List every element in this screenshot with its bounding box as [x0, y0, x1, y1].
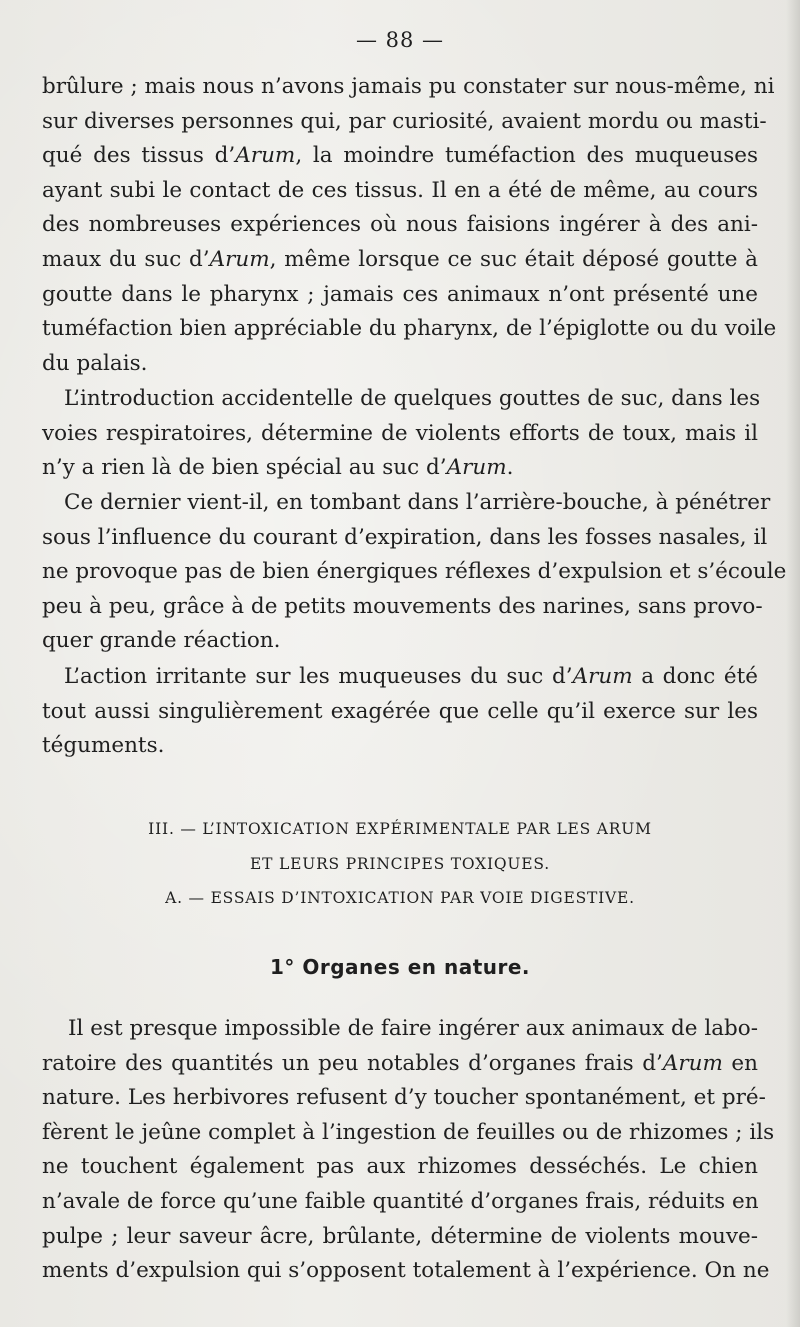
- paragraph-4: [42, 660, 758, 764]
- text-line: ne provoque pas de bien énergiques réflexes d’expulsion et s’écoule: [42, 559, 787, 585]
- text-line: L’introduction accidentelle de quelques gouttes de suc, dans les: [64, 386, 761, 411]
- paragraph-2: [42, 382, 761, 486]
- text-line: nature. Les herbivores refusent d’y toucher spontanément, et pré-: [42, 1085, 766, 1111]
- text-line: des nombreuses expériences où nous faisions ingérer à des ani-: [42, 212, 758, 238]
- text-line: Ce dernier vient-il, en tombant dans l’arrière-bouche, à pénétrer: [64, 490, 771, 515]
- text-line: peu à peu, grâce à de petits mouvements des narines, sans provo-: [42, 593, 763, 619]
- text-line: pulpe ; leur saveur âcre, brûlante, détermine de violents mouve-: [42, 1223, 758, 1249]
- text-line: ne touchent également pas aux rhizomes desséchés. Le chien: [42, 1154, 758, 1180]
- text-line: téguments.: [42, 733, 165, 759]
- text-line: ments d’expulsion qui s’opposent totalement à l’expérience. On ne: [42, 1258, 770, 1284]
- paragraph-3: [42, 486, 787, 659]
- text-line: sous l’influence du courant d’expiration, dans les fosses nasales, il: [42, 524, 768, 550]
- text-line: tout aussi singulièrement exagérée que celle qu’il exerce sur les: [42, 698, 758, 724]
- text-line: ayant subi le contact de ces tissus. Il en a été de même, au cours: [42, 177, 758, 203]
- text-line: qué des tissus d’Arum, la moindre tuméfaction des muqueuses: [42, 143, 759, 169]
- subsubsection-heading: 1° Organes en nature.: [269, 955, 531, 979]
- text-line: n’y a rien là de bien spécial au suc d’Arum.: [42, 455, 514, 481]
- text-line: brûlure ; mais nous n’avons jamais pu constater sur nous-même, ni: [42, 74, 775, 99]
- text-line: goutte dans le pharynx ; jamais ces animaux n’ont présenté une: [42, 281, 758, 307]
- text-line: voies respiratoires, détermine de violents efforts de toux, mais il: [42, 420, 758, 446]
- text-line: n’avale de force qu’une faible quantité d’organes frais, réduits en: [42, 1188, 759, 1214]
- text-line: du palais.: [42, 350, 148, 376]
- text-line: ratoire des quantités un peu notables d’organes frais d’Arum en: [42, 1050, 759, 1076]
- subsection-heading: A. — ESSAIS D’INTOXICATION PAR VOIE DIGESTIVE.: [165, 889, 635, 907]
- text-line: L’action irritante sur les muqueuses du suc d’Arum a donc été: [64, 664, 758, 689]
- text-line: tuméfaction bien appréciable du pharynx, de l’épiglotte ou du voile: [42, 316, 777, 342]
- text-line: quer grande réaction.: [42, 628, 281, 654]
- page-number: — 88 —: [355, 28, 445, 52]
- text-line: maux du suc d’Arum, même lorsque ce suc était déposé goutte à: [42, 246, 759, 272]
- text-line: sur diverses personnes qui, par curiosité, avaient mordu ou masti-: [42, 108, 767, 134]
- section-heading-line-1: III. — L’INTOXICATION EXPÉRIMENTALE PAR LES ARUM: [148, 820, 652, 838]
- text-line: Il est presque impossible de faire ingérer aux animaux de labo-: [68, 1016, 758, 1041]
- paragraph-5: [42, 1012, 775, 1289]
- text-line: fèrent le jeûne complet à l’ingestion de feuilles ou de rhizomes ; ils: [42, 1119, 775, 1145]
- section-heading-line-2: ET LEURS PRINCIPES TOXIQUES.: [250, 855, 550, 873]
- paragraph-1: [42, 70, 777, 381]
